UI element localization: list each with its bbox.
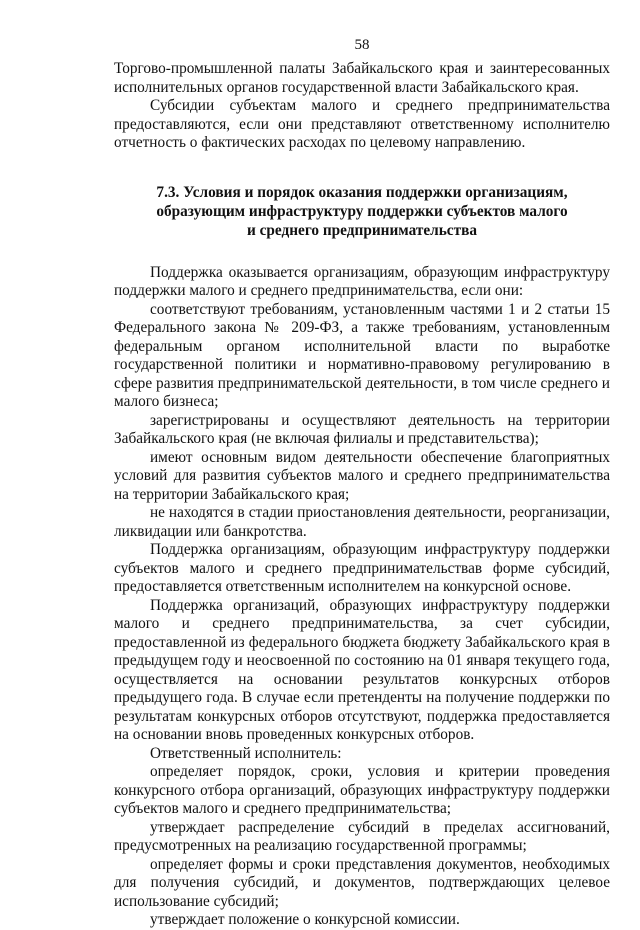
section-paragraph-9: определяет порядок, сроки, условия и критерии проведения конкурсного отбора организаций, образующих инфраструктуру поддержки субъектов малого и среднего предпринимательства; <box>114 763 610 817</box>
page-number: 58 <box>354 37 370 53</box>
section-paragraph-7: Поддержка организаций, образующих инфраструктуру поддержки малого и среднего предпринимательства, за счет субсидии, предоставленной из федерального бюджета бюджету Забайкальского края в предыдущем году и неосвоенной по состоянию на 01 января текущего года, осуществляется на основании результатов конкурсных отборов предыдущего года. В случае если претенденты на получение поддержки по результатам конкурсных отборов отсутствуют, поддержка предоставляется на основании вновь проведенных конкурсных отборов. <box>114 596 610 743</box>
section-paragraph-1: Поддержка оказывается организациям, образующим инфраструктуру поддержки малого и среднего предпринимательства, если они: <box>114 263 610 299</box>
section-paragraph-11: определяет формы и сроки представления документов, необходимых для получения субсидий, и документов, подтверждающих целевое использование субсидий; <box>114 855 610 910</box>
section-heading <box>114 183 610 240</box>
section-paragraph-6: Поддержка организациям, образующим инфраструктуру поддержки субъектов малого и среднего предпринимательствав форме субсидий, предоставляется ответственным исполнителем на конкурсной основе. <box>114 541 610 595</box>
section-paragraph-10: утверждает распределение субсидий в пределах ассигнований, предусмотренных на реализацию государственной программы; <box>114 818 610 854</box>
section-heading-line-1: 7.3. Условия и порядок оказания поддержки организациям, <box>156 183 568 201</box>
section-paragraph-4: имеют основным видом деятельности обеспечение благоприятных условий для развития субъектов малого и среднего предпринимательства на территории Забайкальского края; <box>114 448 610 503</box>
section-paragraph-3: зарегистрированы и осуществляют деятельность на территории Забайкальского края (не включая филиалы и представительства); <box>114 411 610 447</box>
section-paragraph-12: утверждает положение о конкурсной комиссии. <box>150 911 460 928</box>
section-paragraph-8: Ответственный исполнитель: <box>150 744 342 762</box>
intro-paragraph-2: Субсидии субъектам малого и среднего предпринимательства предоставляются, если они представляют ответственному исполнителю отчетность о фактических расходах по целевому направлению. <box>114 97 610 151</box>
section-heading-line-2: образующим инфраструктуру поддержки субъектов малого <box>156 202 568 220</box>
intro-paragraph-1: Торгово-промышленной палаты Забайкальского края и заинтересованных исполнительных органов государственной власти Забайкальского края. <box>114 60 610 96</box>
section-heading-line-3: и среднего предпринимательства <box>246 221 478 239</box>
section-paragraph-2: соответствуют требованиям, установленным частями 1 и 2 статьи 15 Федерального закона № 209-ФЗ, а также требованиям, установленным федеральным органом исполнительной власти по выработке государственной политики и нормативно-правовому регулированию в сфере развития предпринимательской деятельности, в том числе среднего и малого бизнеса; <box>114 300 610 410</box>
section-paragraph-5: не находятся в стадии приостановления деятельности, реорганизации, ликвидации или банкротства. <box>114 504 610 540</box>
